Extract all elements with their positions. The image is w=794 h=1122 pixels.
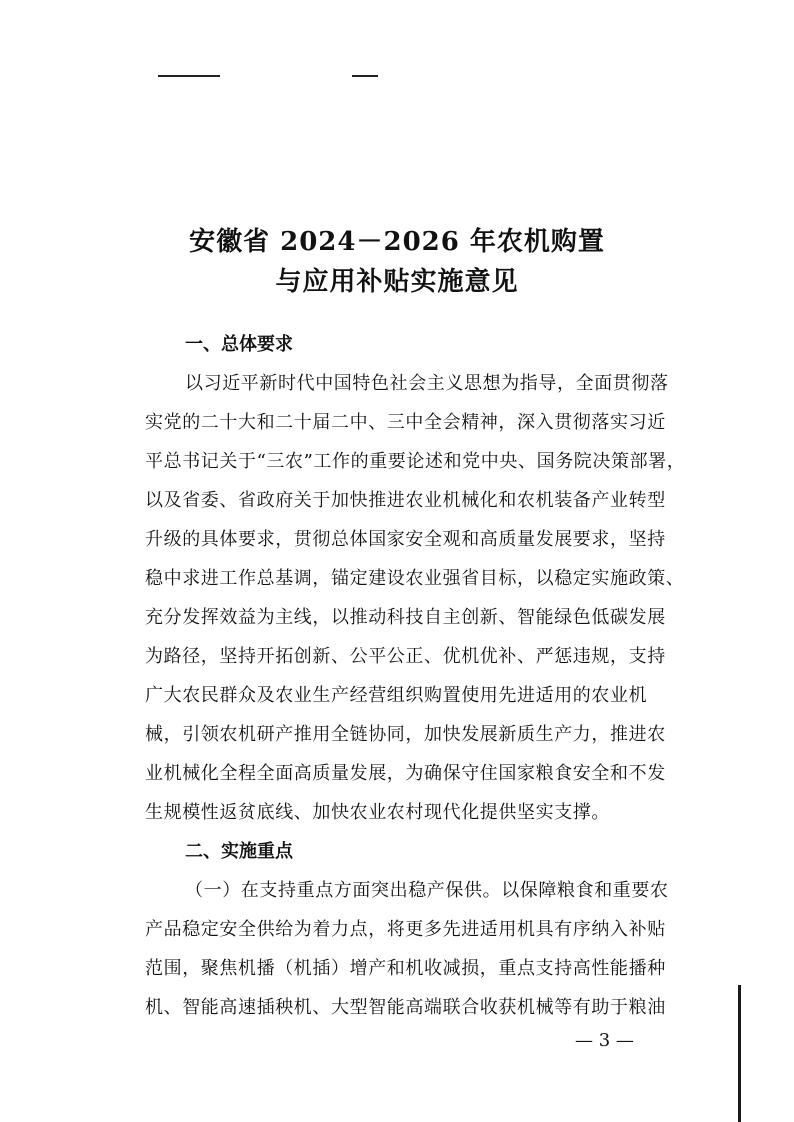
paragraph-line: 范围，聚焦机播（机插）增产和机收减损，重点支持高性能播种 [145, 958, 666, 979]
page-number: — 3 — [575, 1030, 634, 1051]
paragraph-line: 充分发挥效益为主线，以推动科技自主创新、智能绿色低碳发展 [145, 607, 666, 628]
paragraph-line: 械，引领农机研产推用全链协同，加快发展新质生产力，推进农 [145, 724, 666, 745]
document-title [0, 222, 794, 302]
paragraph-line: 平总书记关于“三农”工作的重要论述和党中央、国务院决策部署， [145, 451, 686, 472]
paragraph-line: （一）在支持重点方面突出稳产保供。以保障粮食和重要农 [185, 880, 669, 901]
paragraph-line: 为路径，坚持开拓创新、公平公正、优机优补、严惩违规，支持 [145, 646, 666, 667]
paragraph-line: 业机械化全程全面高质量发展，为确保守住国家粮食安全和不发 [145, 763, 666, 784]
title-line-1: 安徽省 2024－2026 年农机购置 [189, 227, 605, 257]
section-heading-general-requirements: 一、总体要求 [185, 334, 293, 355]
paragraph-line: 以习近平新时代中国特色社会主义思想为指导，全面贯彻落 [185, 373, 669, 394]
paragraph-line: 稳中求进工作总基调，锚定建设农业强省目标，以稳定实施政策、 [145, 568, 685, 589]
paragraph-line: 升级的具体要求，贯彻总体国家安全观和高质量发展要求，坚持 [145, 529, 666, 550]
paragraph-line: 广大农民群众及农业生产经营组织购置使用先进适用的农业机 [145, 685, 648, 706]
section-heading-implementation-focus: 二、实施重点 [185, 841, 293, 862]
title-line-2: 与应用补贴实施意见 [275, 267, 519, 297]
paragraph-line: 生规模性返贫底线、加快农业农村现代化提供坚实支撑。 [145, 802, 610, 823]
paragraph-line: 实党的二十大和二十届二中、三中全会精神，深入贯彻落实习近 [145, 412, 666, 433]
paragraph-line: 机、智能高速插秧机、大型智能高端联合收获机械等有助于粮油 [145, 997, 666, 1018]
header-rule-right [352, 75, 378, 77]
paragraph-line: 以及省委、省政府关于加快推进农业机械化和农机装备产业转型 [145, 490, 666, 511]
scan-edge-line [738, 985, 741, 1122]
header-rule-left [158, 75, 220, 77]
paragraph-line: 产品稳定安全供给为着力点，将更多先进适用机具有序纳入补贴 [145, 919, 666, 940]
